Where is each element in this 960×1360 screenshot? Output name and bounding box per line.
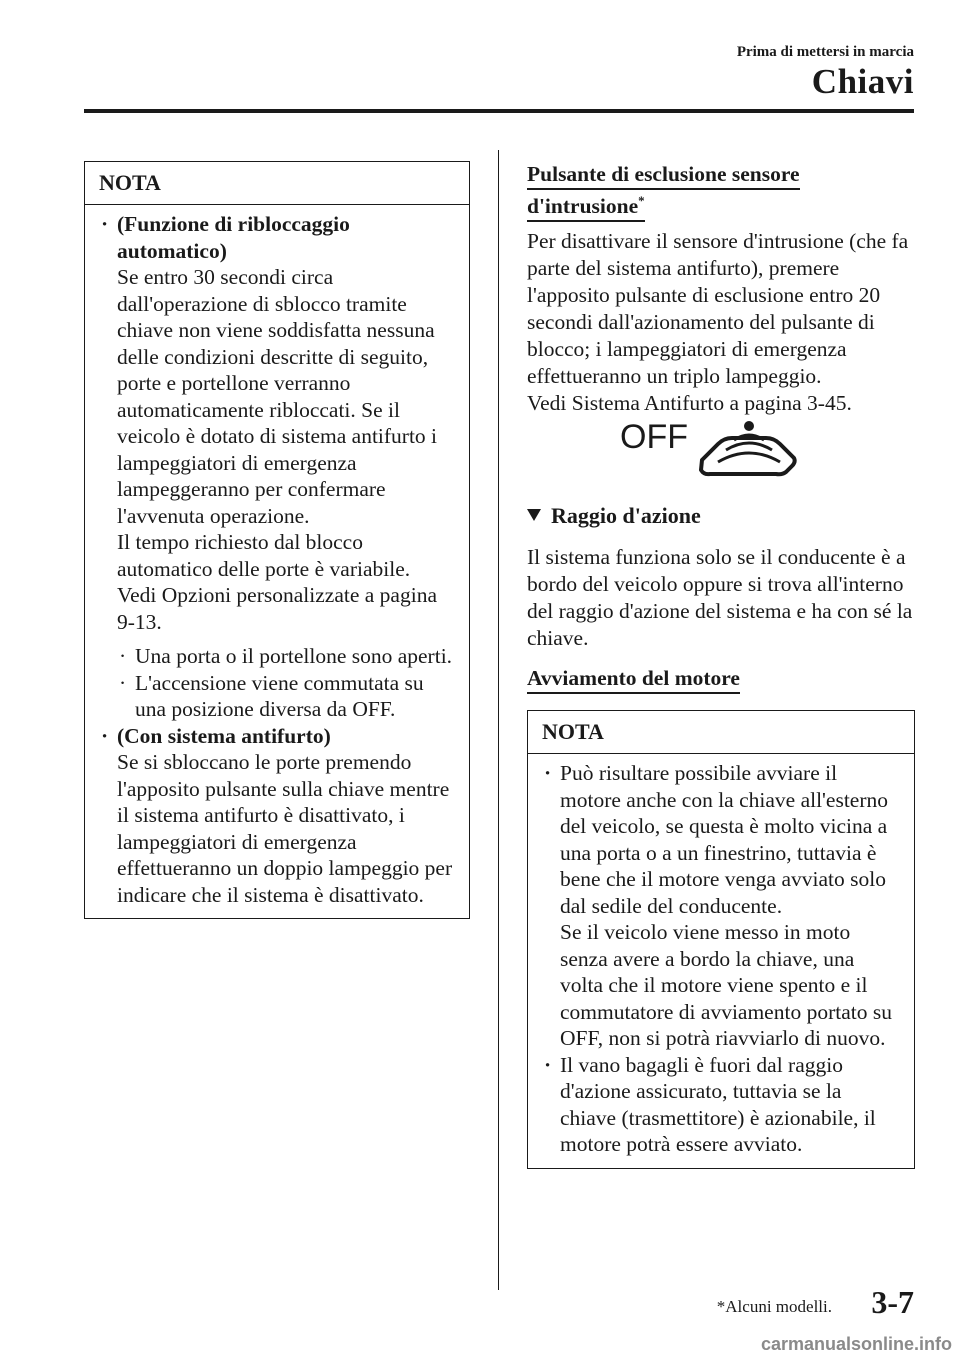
paragraph-intrusion bbox=[527, 228, 917, 417]
page-title: Chiavi bbox=[811, 62, 914, 101]
note-item-text: · Il vano bagagli è fuori dal raggio d'azione assicurato, tuttavia se la chiave (trasmettitore) è azionabile, il motore potrà essere avviato. bbox=[560, 1052, 876, 1156]
heading-text: d'intrusione bbox=[527, 193, 639, 218]
intrusion-sensor-off-icon bbox=[618, 412, 798, 484]
note-item bbox=[542, 760, 900, 1052]
note-item-text: Il tempo richiesto dal blocco automatico delle porte è variabile. bbox=[117, 530, 411, 581]
note-item-title: · (Funzione di ribloccaggio automatico) bbox=[117, 212, 350, 263]
note-body bbox=[528, 754, 914, 1168]
paragraph-text: Per disattivare il sensore d'intrusione (che fa parte del sistema antifurto), premere l'apposito pulsante di esclusione entro 20 secondi dall'azionamento del pulsante di blocco; i lampeggiatori di emergenza effettueranno un triplo lampeggio. bbox=[527, 229, 909, 388]
column-divider bbox=[498, 150, 499, 1290]
watermark: carmanualsonline.info bbox=[760, 1334, 952, 1354]
heading-line: Pulsante di esclusione sensore bbox=[527, 162, 800, 190]
icon-label: OFF bbox=[620, 418, 688, 456]
heading-line bbox=[527, 194, 645, 222]
triangle-bullet-icon bbox=[527, 509, 541, 521]
note-item-text: Se si sbloccano le porte premendo l'apposito pulsante sulla chiave mentre il sistema antifurto è disattivato, i lampeggiatori di emergenza effettueranno un doppio lampeggio per indicare che il sistema è disattivato. bbox=[117, 750, 453, 907]
subsection-heading-range bbox=[527, 503, 701, 529]
note-item bbox=[99, 211, 455, 723]
note-item bbox=[542, 1052, 900, 1158]
note-item bbox=[99, 723, 455, 909]
paragraph-ref: Vedi Sistema Antifurto a pagina 3-45. bbox=[527, 391, 852, 415]
note-subitem: · Una porta o il portellone sono aperti. bbox=[117, 643, 455, 670]
note-item-text: Vedi Opzioni personalizzate a pagina 9-13. bbox=[117, 583, 437, 634]
section-heading-engine-start bbox=[527, 665, 740, 692]
note-item-title: · (Con sistema antifurto) bbox=[117, 723, 331, 748]
note-box-left bbox=[84, 161, 470, 919]
note-title: NOTA bbox=[99, 170, 161, 195]
heading-text: Raggio d'azione bbox=[551, 503, 701, 528]
page-number: 3-7 bbox=[871, 1284, 914, 1320]
header-section: Prima di mettersi in marcia bbox=[736, 44, 914, 60]
note-item-text: Se entro 30 secondi circa dall'operazione di sblocco tramite chiave non viene soddisfatta nessuna delle condizioni descritte di seguito, porte e portellone verranno automaticamente ribloccati. Se il veicolo è dotato di sistema antifurto i lampeggiatori di emergenza lampeggeranno per confermare l'avvenuta operazione. bbox=[117, 265, 438, 528]
note-body bbox=[85, 205, 469, 918]
header-rule bbox=[84, 109, 914, 113]
footnote: *Alcuni modelli. bbox=[716, 1297, 832, 1316]
note-subitems bbox=[117, 643, 455, 723]
paragraph-range: Il sistema funziona solo se il conducente è a bordo del veicolo oppure si trova all'interno del raggio d'azione del sistema e ha con sé la chiave. bbox=[527, 545, 913, 650]
heading-line: Avviamento del motore bbox=[527, 666, 740, 694]
note-box-right bbox=[527, 710, 915, 1169]
note-item-text: Se il veicolo viene messo in moto senza avere a bordo la chiave, una volta che il motore viene spento e il commutatore di avviamento portato su OFF, non si potrà riavviarlo di nuovo. bbox=[560, 920, 892, 1050]
note-item-text: · Può risultare possibile avviare il motore anche con la chiave all'esterno del veicolo, se questa è molto vicina a una porta o a un finestrino, tuttavia è bene che il motore venga avviato solo dal sedile del conducente. bbox=[560, 761, 889, 918]
note-subitem: · L'accensione viene commutata su una posizione diversa da OFF. bbox=[117, 670, 455, 723]
section-heading-intrusion bbox=[527, 161, 827, 219]
note-title: NOTA bbox=[542, 719, 604, 744]
model-marker: * bbox=[638, 192, 645, 208]
